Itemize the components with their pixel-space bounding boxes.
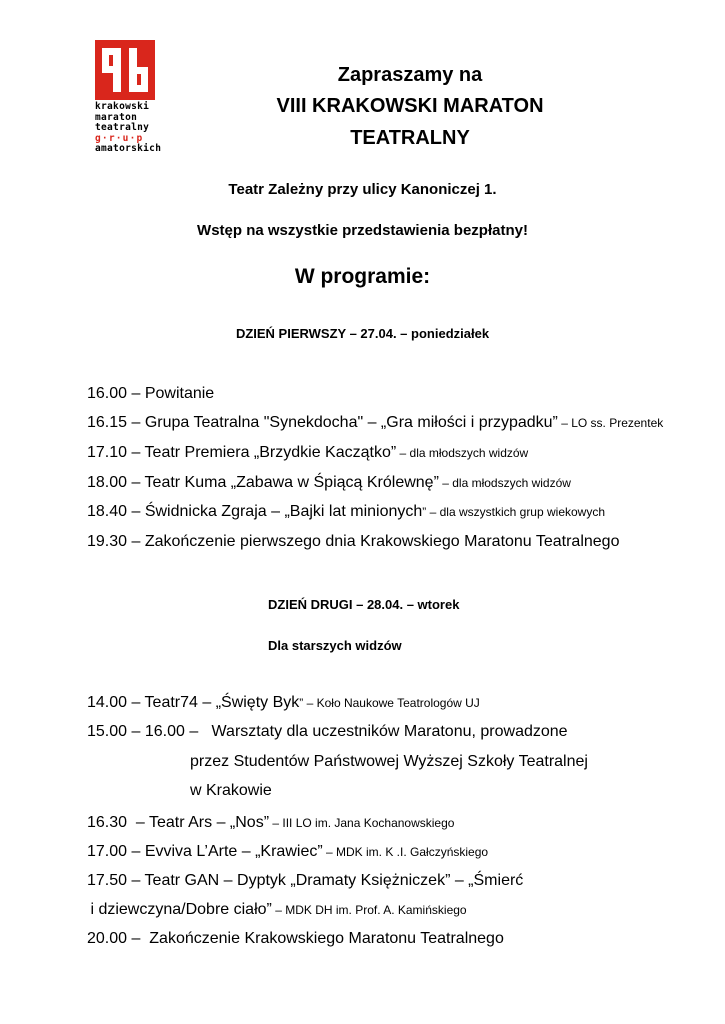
schedule-item: 17.10 – Teatr Premiera „Brzydkie Kaczątko” – dla młodszych widzów bbox=[87, 444, 529, 461]
schedule-item: 15.00 – 16.00 – Warsztaty dla uczestników Maratonu, prowadzone bbox=[87, 723, 568, 740]
schedule-item-continued: i dziewczyna/Dobre ciało” – MDK DH im. Prof. A. Kamińskiego bbox=[86, 901, 467, 918]
title-line-2: VIII KRAKOWSKI MARATON bbox=[276, 95, 544, 117]
logo-line: maraton bbox=[95, 111, 138, 123]
logo-line: amatorskich bbox=[95, 143, 162, 154]
logo-line: teatralny bbox=[95, 122, 150, 133]
title-line-1: Zapraszamy na bbox=[337, 64, 483, 86]
logo-glyph-nine bbox=[99, 45, 124, 95]
festival-logo bbox=[95, 40, 162, 155]
title-line-3: TEATRALNY bbox=[350, 127, 470, 149]
logo-mark bbox=[95, 40, 155, 100]
schedule-item: 18.40 – Świdnicka Zgraja – „Bajki lat minionych” – dla wszystkich grup wiekowych bbox=[87, 503, 606, 520]
schedule-item: 14.00 – Teatr74 – „Święty Byk” – Koło Naukowe Teatrologów UJ bbox=[87, 694, 480, 711]
schedule-item: 16.15 – Grupa Teatralna "Synekdocha" – „Gra miłości i przypadku” – LO ss. Prezentek bbox=[87, 414, 664, 431]
venue-text: Teatr Zależny przy ulicy Kanoniczej 1. bbox=[228, 181, 497, 198]
schedule-item: 20.00 – Zakończenie Krakowskiego Maratonu Teatralnego bbox=[87, 930, 504, 947]
logo-text bbox=[95, 101, 162, 155]
schedule-item: 18.00 – Teatr Kuma „Zabawa w Śpiącą Królewnę” – dla młodszych widzów bbox=[87, 474, 571, 491]
schedule-item: 17.50 – Teatr GAN – Dyptyk „Dramaty Księżniczek” – „Śmierć bbox=[87, 872, 524, 889]
logo-line: g·r·u·p bbox=[95, 132, 144, 144]
schedule-item: 16.00 – Powitanie bbox=[87, 385, 215, 402]
day1-heading: DZIEŃ PIERWSZY – 27.04. – poniedziałek bbox=[235, 326, 490, 341]
schedule-item-continued: w Krakowie bbox=[190, 782, 272, 799]
schedule-item: 16.30 – Teatr Ars – „Nos” – III LO im. Jana Kochanowskiego bbox=[87, 814, 455, 831]
schedule-item-continued: przez Studentów Państwowej Wyższej Szkoły Teatralnej bbox=[190, 753, 588, 770]
logo-line: krakowski bbox=[95, 101, 150, 112]
schedule-item: 19.30 – Zakończenie pierwszego dnia Krakowskiego Maratonu Teatralnego bbox=[87, 533, 620, 550]
day2-subheading: Dla starszych widzów bbox=[268, 638, 402, 653]
program-heading: W programie: bbox=[294, 265, 431, 288]
logo-glyph-six bbox=[126, 45, 151, 95]
entry-text: Wstęp na wszystkie przedstawienia bezpłatny! bbox=[197, 222, 528, 239]
schedule-item: 17.00 – Evviva L’Arte – „Krawiec” – MDK im. K .I. Gałczyńskiego bbox=[87, 843, 489, 860]
day2-heading: DZIEŃ DRUGI – 28.04. – wtorek bbox=[268, 597, 460, 612]
